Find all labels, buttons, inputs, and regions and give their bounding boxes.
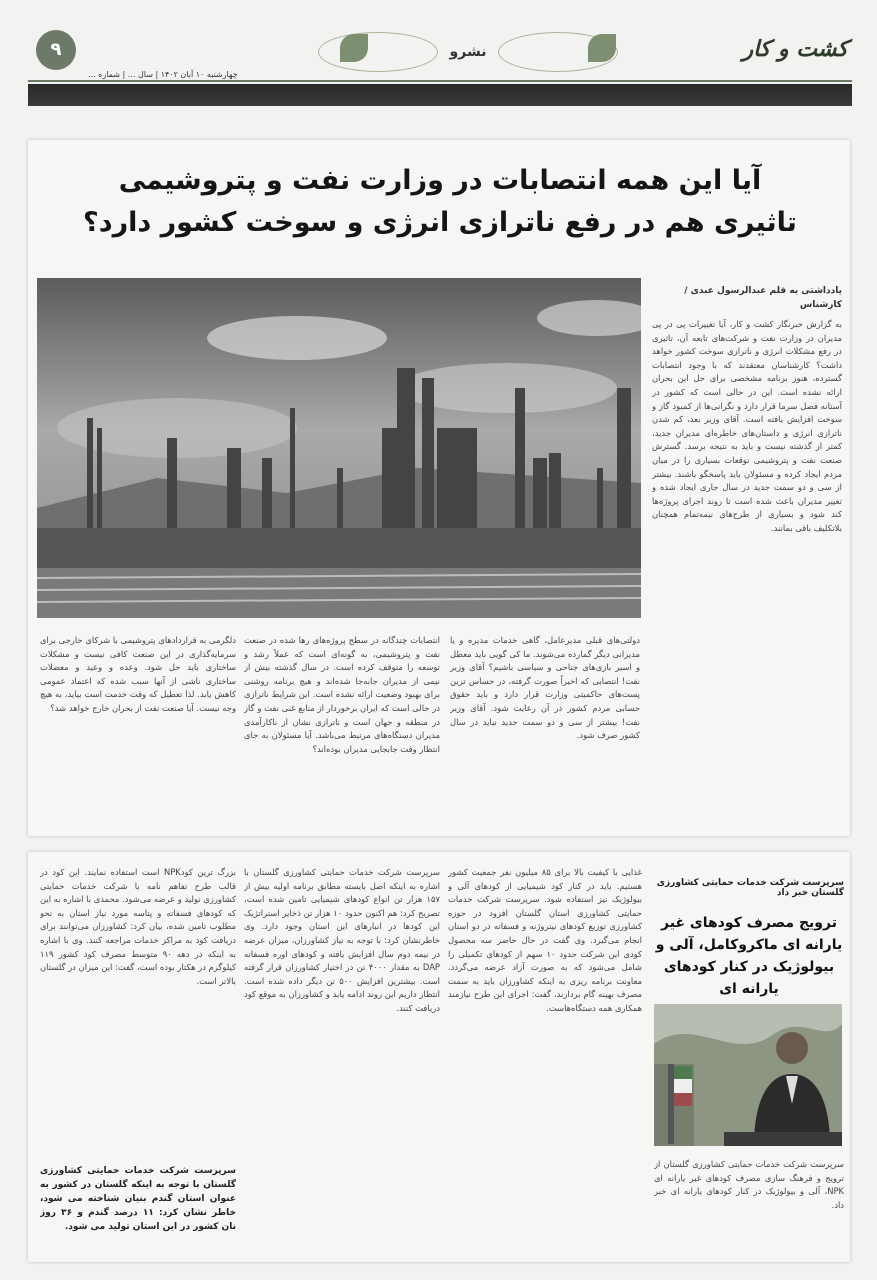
side-column-3-bold-ending: سرپرست شرکت خدمات حمایتی کشاورزی گلستان با توجه به اینکه گلستان در کشور به عنوان استان گندم بنیان شناخته می شود، خاطر نشان کرد: ۱۱ درصد گندم و ۳۶ روز نان کشور در این استان تولید می شود.: [40, 1166, 236, 1232]
leaf-icon: [588, 34, 616, 62]
refinery-photo: [37, 278, 641, 618]
headline-line-1: آیا این همه انتصابات در وزارت نفت و پتروشیمی: [118, 165, 762, 196]
masthead: [28, 24, 852, 84]
main-column-2: دولتی‌های قبلی مدیرعامل، گاهی خدمات مدیره و یا مدیرانی دیگر گمارده می‌شوند. ما کی گویی باید معطل و اسیر بازی‌های جناحی و سیاسی باشیم؟ آقای وزیر نفت! انتصابی که اخیراً صورت گرفته، در حساس ترین پست‌های حاکمیتی وزارت قرار دارد و باید حقوق حسابی مردم کشور در آن رعایت شود. آقای وزیر نفت! بیشتر از سی و دو سمت جدید نباید در سال کشور صرف شود.: [450, 635, 640, 741]
headline-line-2: تاثیری هم در رفع ناترازی انرژی و سوخت کشور دارد؟: [83, 207, 797, 238]
side-article-kicker: سرپرست شرکت خدمات حمایتی کشاورزی گلستان خبر داد: [656, 878, 844, 898]
page-number-badge: ۹: [36, 30, 76, 70]
official-portrait-photo: [654, 1004, 842, 1146]
side-column-1: غذایی با کیفیت بالا برای ۸۵ میلیون نفر جمعیت کشور هستیم. باید در کنار کود شیمیایی از کودهای آلی و بیولوژیک نیز استفاده شود. سرپرست شرکت خدمات حمایتی کشاورزی استان گلستان افزود در حوزه کشاورزی توزیع کودهای نیتروژنه و فسفاته در دو استان انجام می‌گیرد. وی گفت در حال حاضر سه محصول کودی این شرکت حدود ۱۰ سهم از کودهای تکمیلی را شامل می‌شود که به صورت آزاد عرضه می‌گردد. معاونت برنامه ریزی به اینکه کشاورزان باید به سمت مصرف بهینه گام بردارند، گفت: اجرای این طرح نیازمند همکاری همه دستگاه‌هاست.: [448, 867, 642, 1013]
side-column-3: بزرگ ترین کودNPK است استفاده نمایند. این کود در قالب طرح تفاهم نامه با شرکت خدمات حمایتی کشاورزی تولید و عرضه می‌شود. محمدی با اشاره به این که کودهای فسفاته و پتاسه مورد نیاز استان به نحو مطلوب تامین شده، بیان کرد: کشاورزان می‌توانند برای دریافت کود به مراکز خدمات مراجعه کنند. وی با اشاره به اینکه در دهه ۹۰ متوسط مصرف کود کشور ۱۱۹ کیلوگرم در هکتار بوده است، گفت: این میزان در گلستان بالاتر است.: [40, 867, 236, 986]
article-byline: یادداشتی به قلم عبدالرسول عبدی / کارشناس: [684, 286, 842, 310]
section-label: نشرو: [449, 44, 487, 60]
ornament-left-icon: [318, 32, 438, 72]
portrait-caption: سرپرست شرکت خدمات حمایتی کشاورزی گلستان از ترویج و فرهنگ سازی مصرف کودهای غیر یارانه ای NPK، آلی و بیولوژیک در کنار کودهای یارانه ای خبر داد.: [654, 1159, 844, 1210]
side-article-title: ترویج مصرف کودهای غیر یارانه ای ماکروکامل، آلی و بیولوژیک در کنار کودهای یارانه ای: [655, 915, 843, 997]
side-column-2: سرپرست شرکت خدمات حمایتی کشاورزی گلستان با اشاره به اینکه اصل بایسته مطابق برنامه اولیه بیش از ۱۵۷ هزار تن انواع کودهای شیمیایی تامین شده است، تصریح کرد: هم اکنون حدود ۱۰ هزار تن ذخایر استراتژیک این کودها در انبارهای این استان وجود دارد. وی خاطرنشان کرد: با توجه به نیاز کشاورزان، میزان عرضه در نیمه دوم سال افزایش یافته و کودهای اوره فسفاته DAP به مقدار ۴۰۰۰ تن در اختیار کشاورزان قرار گرفته است. بیشترین افزایش ۵۰۰ تن دیگر داده شده است. انتظار داریم این روند ادامه یابد و کشاورزان به موقع کود دریافت کنند.: [244, 867, 440, 1013]
leaf-icon: [340, 34, 368, 62]
main-column-1: به گزارش خبرنگار کشت و کار، آیا تغییرات پی در پی مدیران در وزارت نفت و شرکت‌های تابعه آن، تاثیری در رفع مشکلات انرژی و ناترازی سوخت کشور خواهد داشت؟ کارشناسان معتقدند که با وجود انتصابات گسترده، هنوز برنامه مشخصی برای حل این بحران ارائه نشده است. این در حالی است که کشور در آستانه فصل سرما قرار دارد و نگرانی‌ها از کمبود گاز و سوخت افزایش یافته است. آقای وزیر بعد، کم شدن ناترازی انرژی و داستان‌های خاطره‌ای مدیران جدید، کمتر از گذشته نیست و باید به نتیجه برسد. گسترش صنعت نفت و پتروشیمی توقعات بسیاری را در میان مردم ایجاد کرده و مسئولان باید پاسخگو باشند. بیشتر از سی و دو سمت جدید در سال جاری ایجاد شده و تغییر مدیران باعث شده است تا روند اجرای پروژه‌ها کند شود و بسیاری از طرح‌های نیمه‌تمام همچنان بلاتکلیف باقی بمانند.: [652, 319, 842, 533]
date-line: چهارشنبه ۱۰ آبان ۱۴۰۲ | سال ... | شماره ...: [88, 70, 238, 79]
main-headline: [60, 160, 820, 244]
main-column-3: انتصابات چندگانه در سطح پروژه‌های رها شده در صنعت نفت و پتروشیمی، به گونه‌ای است که عملاً رشد و توسعه را متوقف کرده است. در سال گذشته بیش از نیمی از مدیران جابه‌جا شده‌اند و هیچ برنامه روشنی برای بهبود وضعیت ارائه نشده است. این شرایط ناترازی در حالی است که ایران برخوردار از منابع غنی نفت و گاز در منطقه و جهان است و ناترازی نشان از ناکارآمدی مدیران دستگاه‌های مرتبط می‌باشد. آیا مسئولان به جای انتظار وقت جابجایی مدیران بوده‌اند؟: [244, 635, 440, 754]
newspaper-logo: کشت و کار: [742, 36, 848, 62]
masthead-black-bar: [28, 84, 852, 106]
main-column-4: دلگرمی به قراردادهای پتروشیمی با شرکای خارجی برای سرمایه‌گذاری در این صنعت کافی نیست و مشکلات ساختاری باید حل شود. وعده و وعید و معضلات ساختاری ناشی از آنها سبب شده که اعتماد عمومی کاهش یابد. لذا تعطیل که وقت خدمت است بیاید، به هیچ وجه نیست. آیا صنعت نفت از بحران خارج خواهد شد؟: [40, 635, 236, 713]
